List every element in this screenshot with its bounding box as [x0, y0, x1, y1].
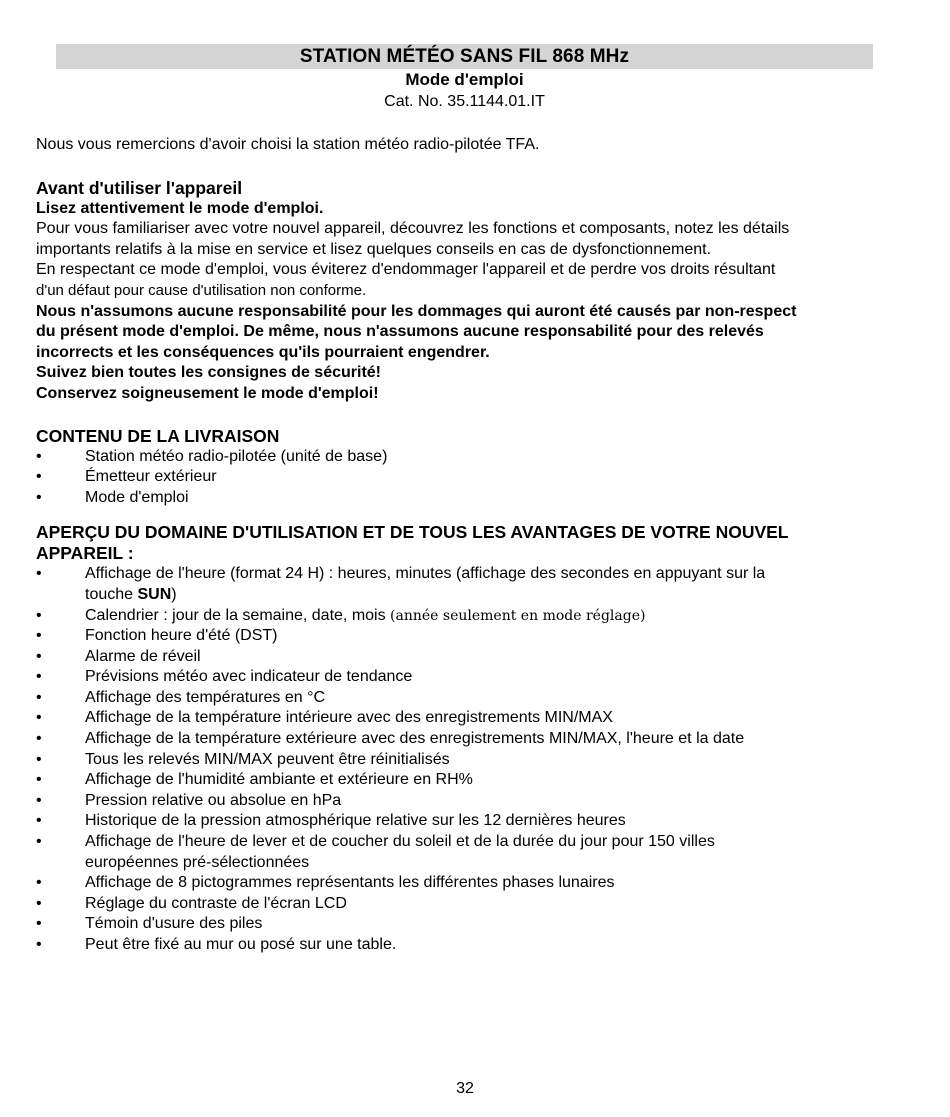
bullet-icon: [36, 811, 48, 832]
list-item: [36, 626, 896, 647]
section-heading-avant: Avant d'utiliser l'appareil: [36, 177, 243, 198]
bullet-icon: [36, 935, 48, 956]
section-heading-apercu: [36, 522, 896, 564]
list-item: [36, 832, 896, 873]
document-subtitle: Mode d'emploi: [405, 70, 524, 89]
bullet-icon: [36, 467, 48, 488]
bullet-icon: [36, 667, 48, 688]
bullet-icon: [36, 832, 48, 853]
page-number: 32: [456, 1080, 474, 1097]
list-item: [36, 447, 896, 468]
list-item-text: Alarme de réveil: [85, 647, 201, 665]
list-item: [36, 647, 896, 668]
list-item: [36, 894, 896, 915]
bullet-icon: [36, 750, 48, 771]
intro-paragraph: Nous vous remercions d'avoir choisi la station météo radio-pilotée TFA.: [36, 136, 540, 153]
disclaimer-line: incorrects et les conséquences qu'ils pourraient engendrer.: [36, 343, 490, 361]
bullet-icon: [36, 488, 48, 509]
bullet-icon: [36, 647, 48, 668]
list-item-text: Affichage de la température extérieure avec des enregistrements MIN/MAX, l'heure et la date: [85, 730, 745, 748]
bullet-icon: [36, 708, 48, 729]
catalog-number: Cat. No. 35.1144.01.IT: [384, 93, 545, 110]
sun-key-label: SUN: [137, 585, 172, 603]
bullet-icon: [36, 770, 48, 791]
avant-subheading: Lisez attentivement le mode d'emploi.: [36, 199, 324, 217]
list-item: [36, 750, 896, 771]
disclaimer-line: du présent mode d'emploi. De même, nous n'assumons aucune responsabilité pour des relevés: [36, 323, 764, 341]
list-item-text: Émetteur extérieur: [85, 468, 217, 486]
heading-line: APERÇU DU DOMAINE D'UTILISATION ET DE TOUS LES AVANTAGES DE VOTRE NOUVEL: [36, 522, 789, 543]
list-item-text: Affichage de la température intérieure avec des enregistrements MIN/MAX: [85, 709, 613, 727]
contenu-list: [36, 447, 896, 509]
bullet-icon: [36, 606, 48, 627]
list-item-text: Affichage de l'heure (format 24 H) : heures, minutes (affichage des secondes en appuyant sur la: [85, 565, 766, 583]
document-title: STATION MÉTÉO SANS FIL 868 MHz: [299, 45, 630, 67]
bullet-icon: [36, 894, 48, 915]
list-item-text: Pression relative ou absolue en hPa: [85, 791, 342, 809]
bullet-icon: [36, 914, 48, 935]
list-item-note: (année seulement en mode réglage): [390, 607, 646, 624]
list-item-text: Affichage de l'heure de lever et de coucher du soleil et de la durée du jour pour 150 villes: [85, 833, 715, 851]
bullet-icon: [36, 791, 48, 812]
bullet-icon: [36, 626, 48, 647]
list-item: [36, 667, 896, 688]
list-item: [36, 708, 896, 729]
list-item: [36, 811, 896, 832]
safety-notice: Suivez bien toutes les consignes de sécurité!: [36, 364, 381, 382]
avant-line: d'un défaut pour cause d'utilisation non conforme.: [36, 281, 367, 299]
bullet-icon: [36, 688, 48, 709]
list-item: [36, 488, 896, 509]
list-item-text: Historique de la pression atmosphérique relative sur les 12 dernières heures: [85, 812, 626, 830]
list-item-text: Fonction heure d'été (DST): [85, 627, 278, 645]
avant-line: importants relatifs à la mise en service et lisez quelques conseils en cas de dysfonctionnement.: [36, 240, 712, 258]
apercu-list: [36, 564, 896, 955]
list-item-text: ): [171, 585, 177, 603]
bullet-icon: [36, 873, 48, 894]
section-heading-contenu: CONTENU DE LA LIVRAISON: [36, 425, 280, 446]
list-item-text: Affichage de 8 pictogrammes représentants les différentes phases lunaires: [85, 874, 615, 892]
list-item-text: Mode d'emploi: [85, 488, 189, 506]
list-item: [36, 467, 896, 488]
bullet-icon: [36, 564, 48, 585]
keep-manual-notice: Conservez soigneusement le mode d'emploi!: [36, 384, 379, 402]
list-item-text: Station météo radio-pilotée (unité de base): [85, 447, 388, 465]
list-item-text: Réglage du contraste de l'écran LCD: [85, 894, 347, 912]
heading-line: APPAREIL :: [36, 543, 134, 564]
list-item-text: Calendrier : jour de la semaine, date, mois: [85, 606, 391, 624]
list-item-text: Peut être fixé au mur ou posé sur une table.: [85, 936, 397, 953]
list-item-text: Affichage de l'humidité ambiante et extérieure en RH%: [85, 771, 473, 789]
list-item: [36, 688, 896, 709]
list-item: [36, 564, 896, 605]
document-page: [36, 44, 896, 956]
list-item: [36, 914, 896, 935]
list-item: [36, 791, 896, 812]
avant-line: Pour vous familiariser avec votre nouvel appareil, découvrez les fonctions et composants, notez les détails: [36, 220, 790, 238]
list-item-text: touche: [85, 585, 138, 603]
list-item: [36, 935, 896, 956]
list-item: [36, 606, 896, 627]
list-item-text: européennes pré-sélectionnées: [85, 853, 310, 871]
list-item: [36, 729, 896, 750]
bullet-icon: [36, 447, 48, 468]
disclaimer-line: Nous n'assumons aucune responsabilité pour les dommages qui auront été causés par non-respect: [36, 302, 797, 320]
list-item: [36, 873, 896, 894]
bullet-icon: [36, 729, 48, 750]
list-item-text: Tous les relevés MIN/MAX peuvent être réinitialisés: [85, 750, 450, 768]
list-item-text: Témoin d'usure des piles: [85, 915, 263, 933]
title-bar: [56, 44, 873, 69]
list-item-text: Affichage des températures en °C: [85, 688, 326, 706]
list-item: [36, 770, 896, 791]
list-item-text: Prévisions météo avec indicateur de tendance: [85, 668, 413, 686]
avant-line: En respectant ce mode d'emploi, vous éviterez d'endommager l'appareil et de perdre vos droits résultant: [36, 261, 776, 279]
